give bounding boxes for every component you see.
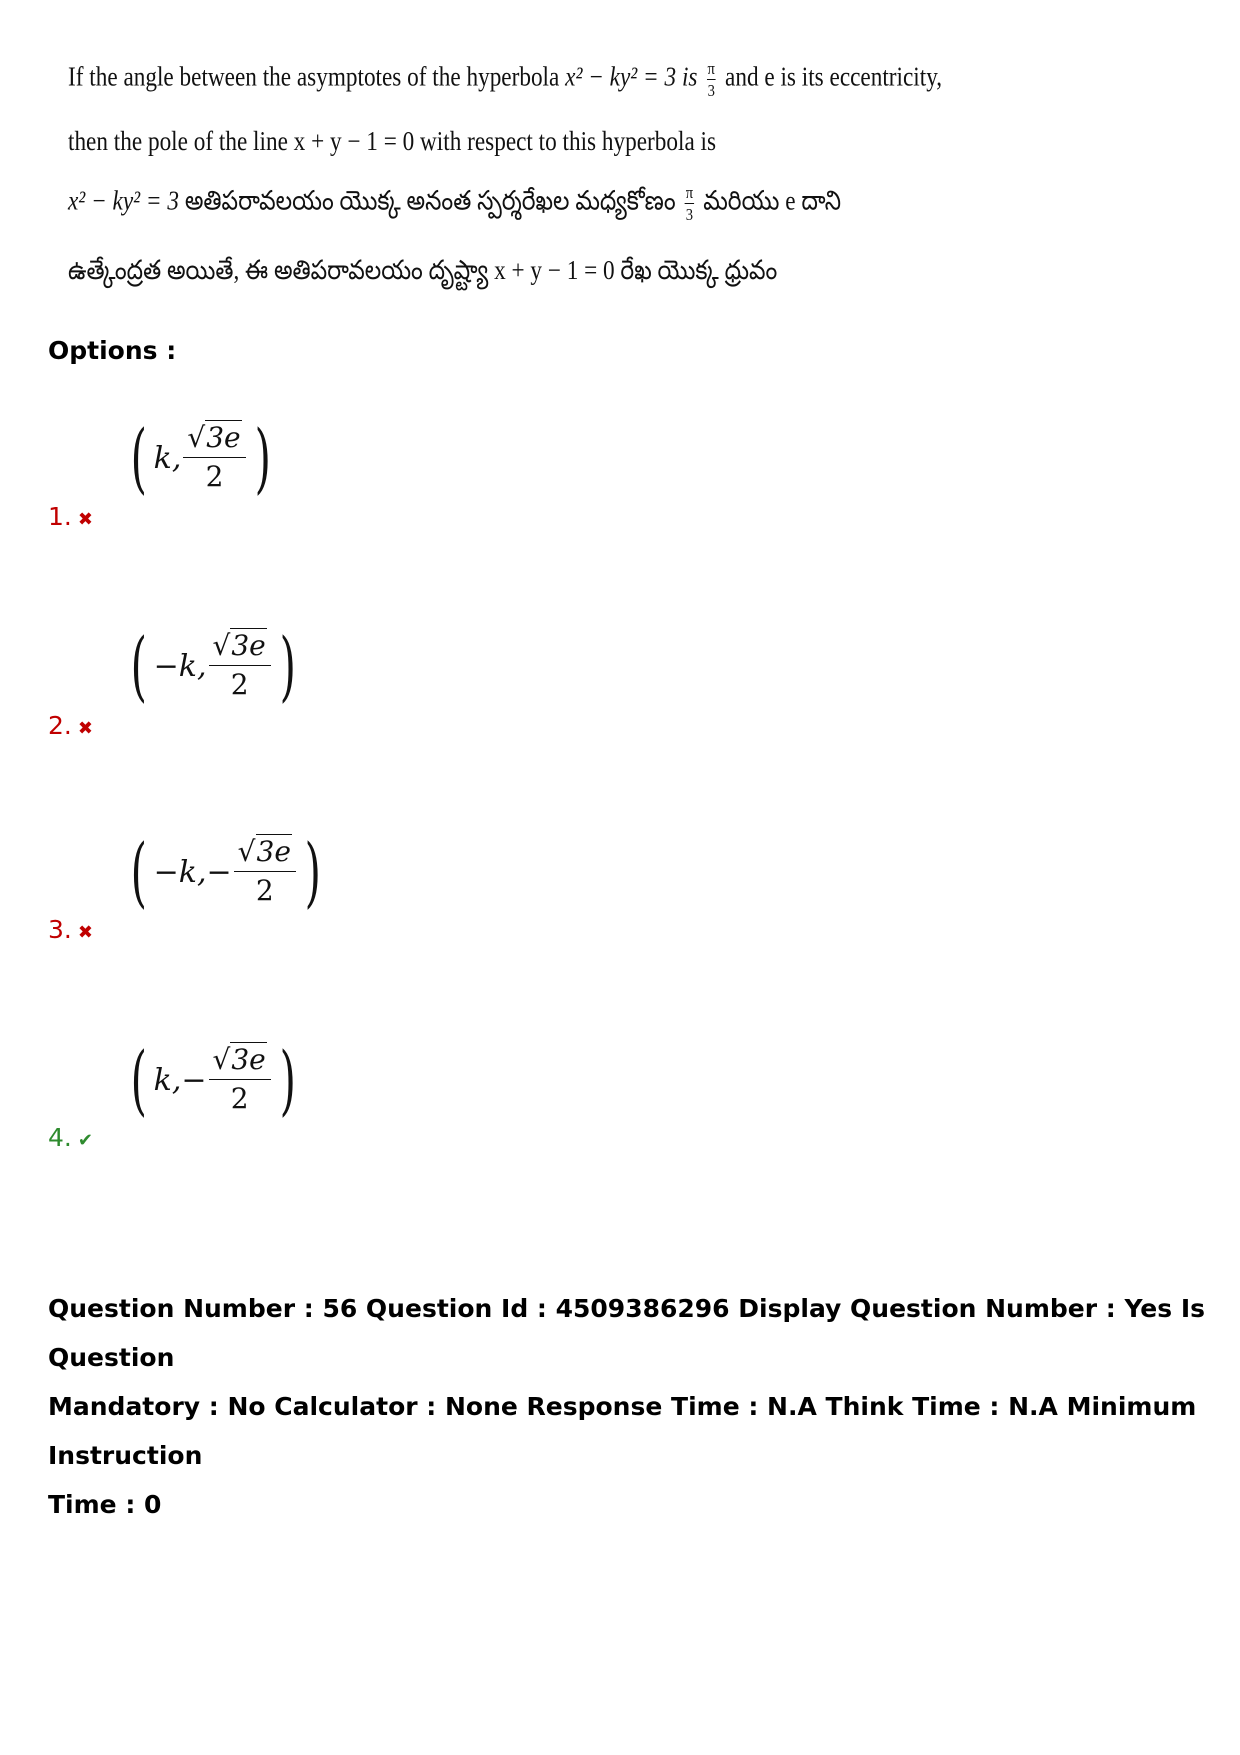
hyperbola-equation-te: x² − ky² = 3 [68, 185, 180, 216]
option-2-expression [124, 621, 302, 710]
option-first-coordinate: k, [153, 440, 182, 476]
option-sign: − [181, 1062, 207, 1098]
question-line-te-1 [68, 184, 841, 224]
option-1-expression [124, 413, 277, 502]
option-4-number: 4. ✔ [48, 1123, 93, 1152]
right-paren: ) [304, 827, 321, 916]
hyperbola-equation: x² − ky² = 3 is [565, 61, 698, 92]
options-label: Options : [48, 336, 177, 365]
metadata-line: Time : 0 [48, 1490, 162, 1519]
option-1-number: 1. ✖ [48, 502, 93, 531]
option-first-coordinate: k, [153, 1062, 182, 1098]
option-sign: − [206, 854, 232, 890]
option-fraction: √3e 2 [183, 423, 245, 493]
question-text: and e is its eccentricity, [725, 61, 943, 92]
left-paren: ( [130, 621, 147, 710]
question-line-te-2: ఉత్కేంద్రత అయితే, ఈ అతిపరావలయం దృష్ట్యా x + y − 1 = 0 రేఖ యొక్క ధ్రువం [68, 255, 778, 285]
question-text-te: మరియు e దాని [703, 185, 842, 216]
option-first-coordinate: −k, [153, 648, 207, 684]
question-metadata [48, 1284, 1208, 1529]
pi-over-3-fraction-te: $\frac{\pi}{3}$ [685, 183, 694, 224]
option-3-expression [124, 827, 328, 916]
cross-icon: ✖ [77, 718, 93, 739]
pi-over-3-fraction: $\frac{\pi}{3}$ [707, 59, 715, 100]
option-fraction: √3e 2 [209, 631, 271, 701]
option-fraction: $\frac{√3e}{2}$ [209, 1045, 271, 1115]
right-paren: ) [279, 621, 296, 710]
question-line-en-2: then the pole of the line x + y − 1 = 0 with respect to this hyperbola is [68, 126, 717, 156]
cross-icon: ✖ [77, 509, 93, 530]
check-icon: ✔ [77, 1130, 93, 1151]
metadata-line: Question Number : 56 Question Id : 4509386296 Display Question Number : Yes Is Question [48, 1294, 1206, 1372]
left-paren: ( [130, 1035, 147, 1124]
option-2-number: 2. ✖ [48, 711, 93, 740]
option-first-coordinate: −k, [153, 854, 207, 890]
option-3-number: 3. ✖ [48, 915, 93, 944]
left-paren: ( [130, 827, 147, 916]
right-paren: ) [279, 1035, 296, 1124]
left-paren: ( [130, 413, 147, 502]
question-text-te: అతిపరావలయం యొక్క అనంత స్పర్శరేఖల మధ్యకోణం [184, 185, 676, 216]
right-paren: ) [254, 413, 271, 502]
metadata-line: Mandatory : No Calculator : None Response Time : N.A Think Time : N.A Minimum Instruction [48, 1392, 1197, 1470]
option-fraction: $\frac{√3e}{2}$ [234, 837, 296, 907]
option-4-expression [124, 1035, 302, 1124]
question-text: If the angle between the asymptotes of the hyperbola [68, 61, 560, 92]
cross-icon: ✖ [77, 922, 93, 943]
question-line-en-1 [68, 60, 942, 99]
